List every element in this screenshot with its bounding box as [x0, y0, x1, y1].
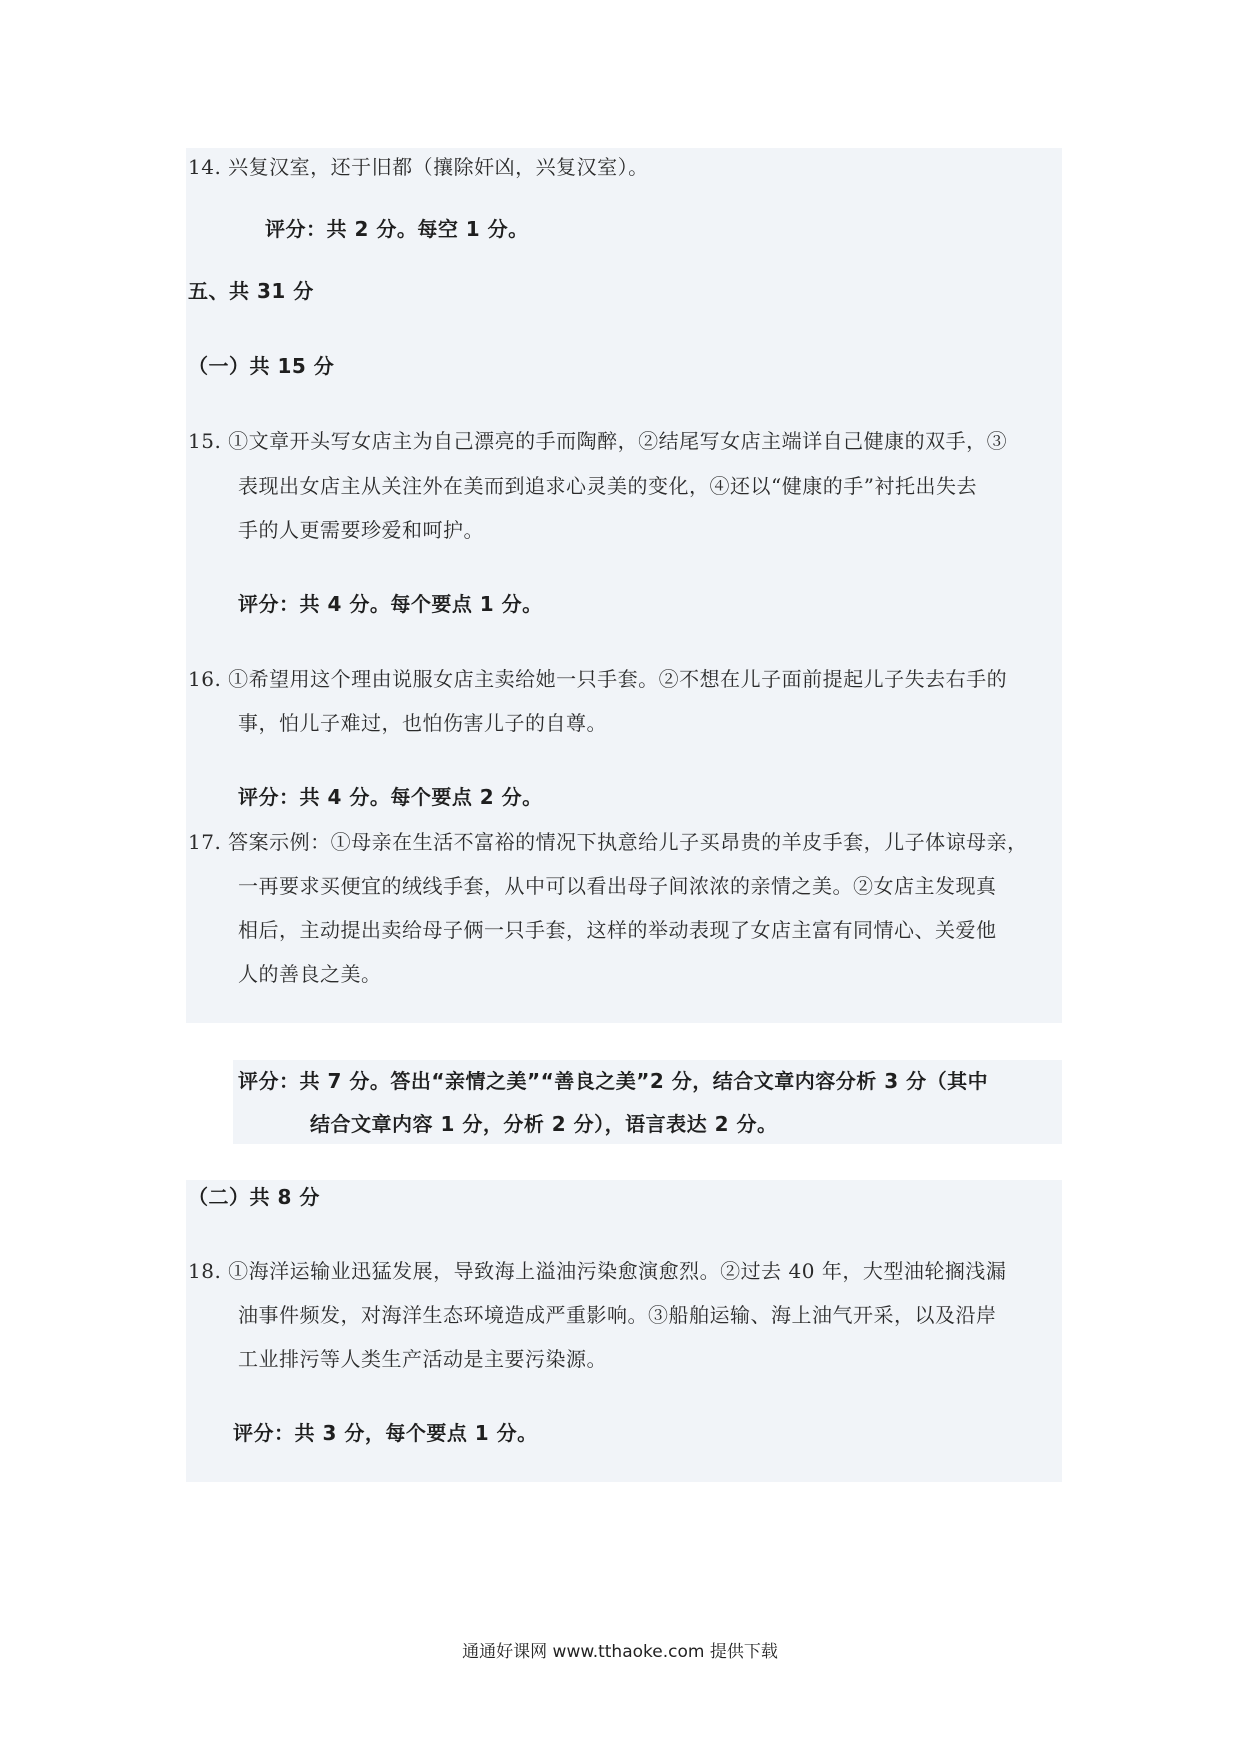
q17-score-line-2: 结合文章内容 1 分，分析 2 分），语言表达 2 分。: [310, 1112, 778, 1136]
q14-score: 评分：共 2 分。每空 1 分。: [265, 217, 529, 241]
q16-line-2: 事，怕儿子难过，也怕伤害儿子的自尊。: [238, 711, 607, 735]
q16-line-1: 16. ①希望用这个理由说服女店主卖给她一只手套。②不想在儿子面前提起儿子失去右手的: [188, 667, 1008, 691]
q18-line-2: 油事件频发，对海洋生态环境造成严重影响。③船舶运输、海上油气开采，以及沿岸: [238, 1303, 997, 1327]
q15-line-3: 手的人更需要珍爱和呵护。: [238, 518, 484, 542]
q17-score-line-1: 评分：共 7 分。答出“亲情之美”“善良之美”2 分，结合文章内容分析 3 分（其中: [238, 1069, 989, 1093]
q15-line-1: 15. ①文章开头写女店主为自己漂亮的手而陶醉，②结尾写女店主端详自己健康的双手，③: [188, 429, 1008, 453]
q14-line-1: 14. 兴复汉室，还于旧都（攘除奸凶，兴复汉室）。: [188, 155, 649, 179]
q17-line-4: 人的善良之美。: [238, 962, 382, 986]
q17-line-1: 17. 答案示例：①母亲在生活不富裕的情况下执意给儿子买昂贵的羊皮手套，儿子体谅母亲，: [188, 830, 1028, 854]
q18-line-1: 18. ①海洋运输业迅猛发展，导致海上溢油污染愈演愈烈。②过去 40 年，大型油轮搁浅漏: [188, 1259, 1007, 1283]
part-1-heading: （一）共 15 分: [188, 354, 335, 378]
q17-line-3: 相后，主动提出卖给母子俩一只手套，这样的举动表现了女店主富有同情心、关爱他: [238, 918, 997, 942]
section-5-heading: 五、共 31 分: [188, 279, 314, 303]
q18-score: 评分：共 3 分，每个要点 1 分。: [233, 1421, 538, 1445]
q17-line-2: 一再要求买便宜的绒线手套，从中可以看出母子间浓浓的亲情之美。②女店主发现真: [238, 874, 997, 898]
q18-line-3: 工业排污等人类生产活动是主要污染源。: [238, 1347, 607, 1371]
footer-download-credit: 通通好课网 www.tthaoke.com 提供下载: [462, 1642, 778, 1662]
q15-line-2: 表现出女店主从关注外在美而到追求心灵美的变化，④还以“健康的手”衬托出失去: [238, 474, 977, 498]
q16-score: 评分：共 4 分。每个要点 2 分。: [238, 785, 543, 809]
part-2-heading: （二）共 8 分: [188, 1185, 320, 1209]
q15-score: 评分：共 4 分。每个要点 1 分。: [238, 592, 543, 616]
